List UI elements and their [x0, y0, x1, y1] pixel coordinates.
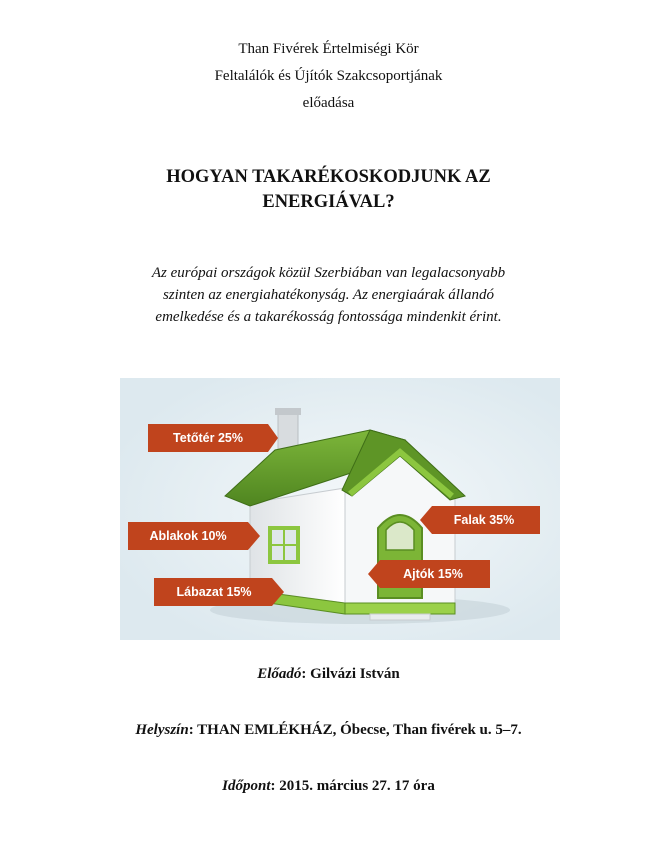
tag-walls-text: Falak 35%	[453, 513, 515, 527]
tag-foundation	[154, 578, 284, 606]
tag-foundation-text: Lábazat 15%	[176, 585, 252, 599]
tag-roof-text: Tetőtér 25%	[173, 431, 243, 445]
speaker-name: Gilvázi István	[310, 666, 400, 682]
time-line: Időpont: 2015. március 27. 17 óra	[222, 778, 435, 794]
intro-line-3: emelkedése és a takarékosság fontossága mindenkit érint.	[155, 309, 502, 325]
title-line-2: ENERGIÁVAL?	[262, 192, 395, 212]
chimney-cap	[275, 408, 301, 415]
organizer-header	[0, 36, 657, 117]
organizer-name: Than Fivérek Értelmiségi Kör	[238, 41, 419, 57]
page-title	[0, 165, 657, 215]
house-energy-illustration	[120, 378, 560, 640]
title-line-1: HOGYAN TAKARÉKOSKODJUNK AZ	[166, 167, 491, 187]
door-step	[370, 614, 430, 620]
speaker-label: Előadó	[257, 666, 302, 682]
venue-value: THAN EMLÉKHÁZ, Óbecse, Than fivérek u. 5–7.	[197, 722, 522, 738]
tag-walls	[420, 506, 540, 534]
time-value: 2015. március 27. 17 óra	[279, 778, 435, 794]
venue-label: Helyszín	[135, 722, 189, 738]
intro-line-2: szinten az energiahatékonyság. Az energiaárak állandó	[162, 287, 495, 303]
speaker-line: Előadó: Gilvázi István	[257, 666, 400, 682]
intro-line-1: Az európai országok közül Szerbiában van legalacsonyabb	[151, 265, 506, 281]
tag-windows-text: Ablakok 10%	[149, 529, 227, 543]
intro-paragraph	[0, 262, 657, 328]
tag-doors-text: Ajtók 15%	[403, 567, 463, 581]
venue-line: Helyszín: THAN EMLÉKHÁZ, Óbecse, Than fivérek u. 5–7.	[135, 722, 522, 738]
organizer-group: Feltalálók és Újítók Szakcsoportjának	[214, 68, 443, 84]
foundation-front	[345, 603, 455, 614]
tag-roof	[148, 424, 278, 452]
organizer-presentation: előadása	[302, 95, 355, 111]
time-label: Időpont	[222, 778, 271, 794]
tag-doors	[368, 560, 490, 588]
tag-windows	[128, 522, 260, 550]
